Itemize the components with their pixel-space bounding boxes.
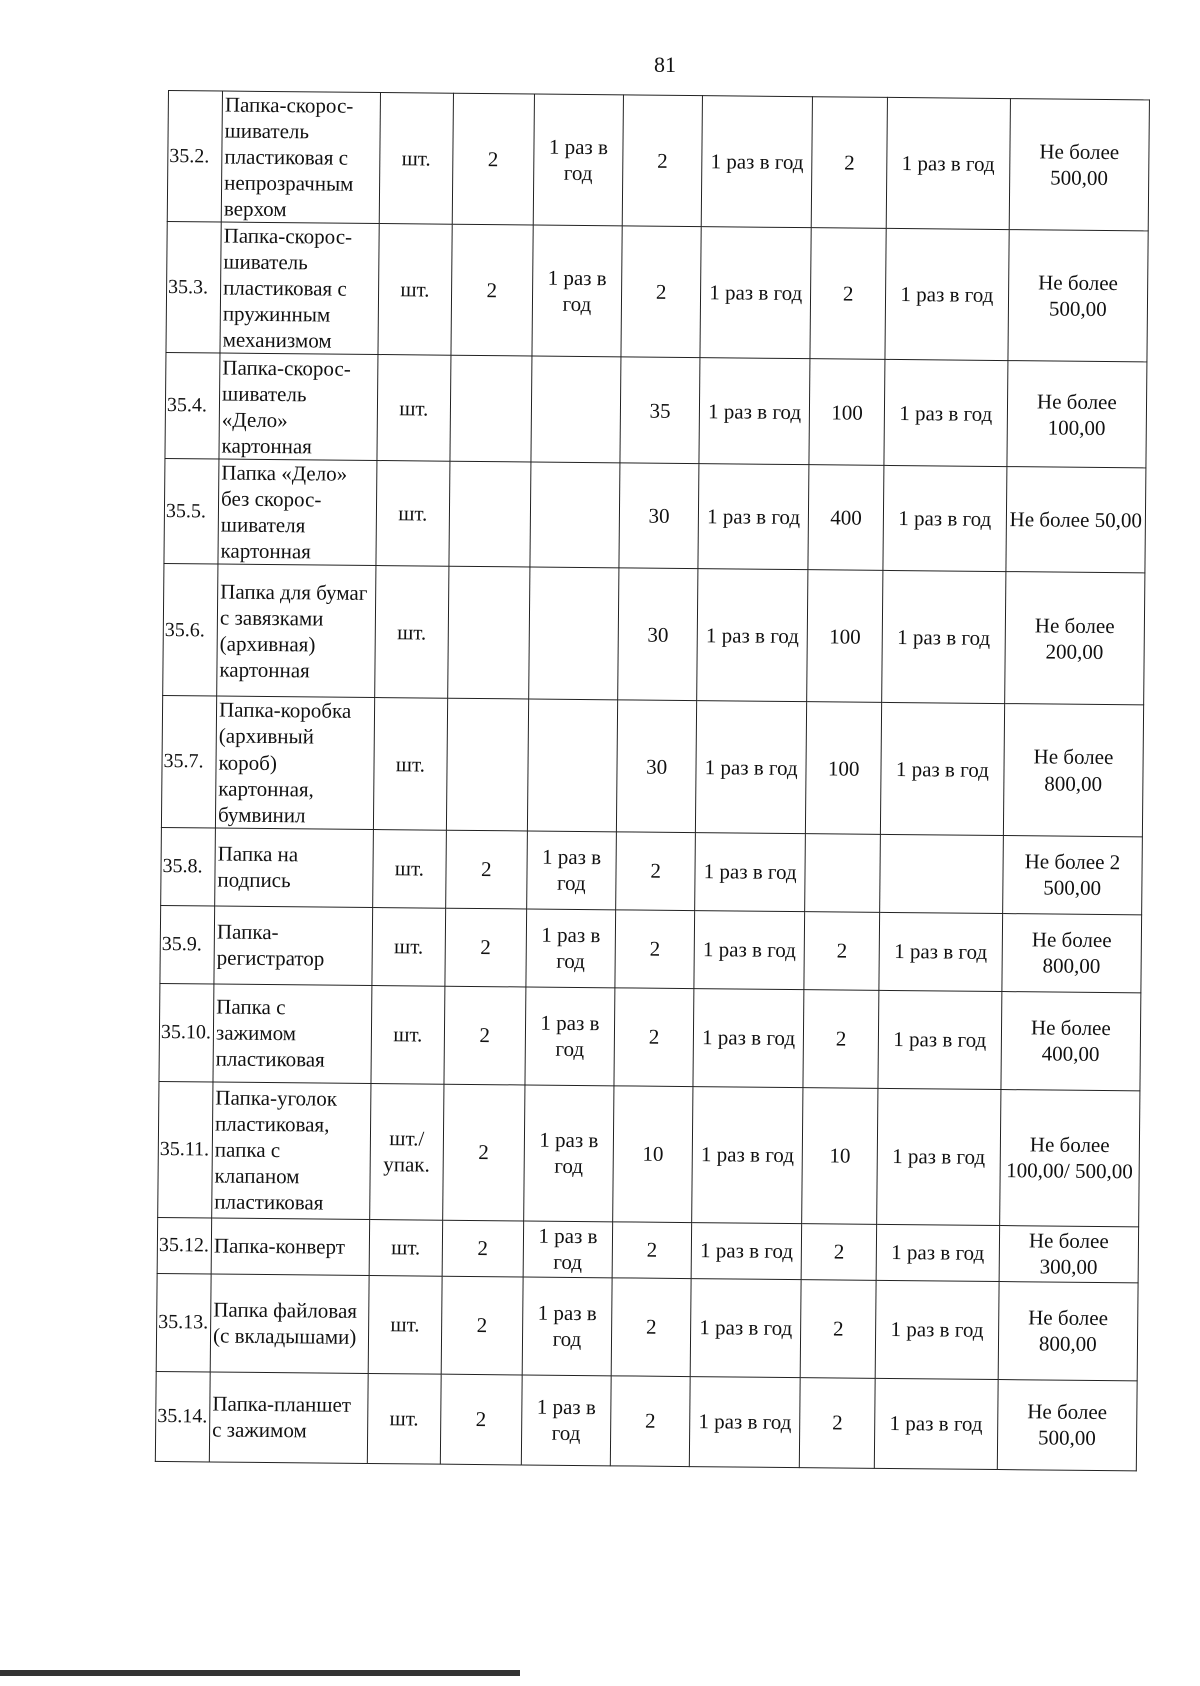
item-name: Папка-коробка (архивный короб) картонная, бумвинил xyxy=(215,696,374,829)
row-number: 35.14. xyxy=(155,1371,210,1462)
qty-cell: 2 xyxy=(616,831,696,910)
table-row xyxy=(164,459,1146,574)
table-row xyxy=(161,696,1143,837)
qty-cell: 30 xyxy=(618,568,698,701)
frequency-cell: 1 раз в год xyxy=(523,1221,613,1278)
qty-cell: 2 xyxy=(442,1220,524,1277)
price-cell: Не более 500,00 xyxy=(1008,230,1149,362)
qty-cell: 2 xyxy=(810,228,886,360)
qty-cell: 2 xyxy=(610,1375,690,1466)
price-cell: Не более 800,00 xyxy=(998,1281,1138,1380)
qty-cell: 2 xyxy=(811,97,887,229)
frequency-cell: 1 раз в год xyxy=(695,832,806,911)
row-number: 35.2. xyxy=(167,91,222,223)
table-row xyxy=(165,353,1147,468)
unit-cell: шт. xyxy=(379,93,453,225)
qty-cell xyxy=(450,356,532,463)
price-cell: Не более 800,00 xyxy=(1003,704,1144,836)
qty-cell: 10 xyxy=(802,1087,878,1224)
qty-cell: 100 xyxy=(806,702,882,834)
price-cell: Не более 50,00 xyxy=(1006,467,1146,573)
qty-cell: 2 xyxy=(804,911,880,990)
qty-cell xyxy=(449,462,531,568)
frequency-cell xyxy=(527,699,618,831)
frequency-cell: 1 раз в год xyxy=(874,1378,997,1469)
price-cell: Не более 100,00 xyxy=(1007,361,1147,468)
row-number: 35.10. xyxy=(159,983,214,1082)
page-number: 81 xyxy=(654,52,676,77)
frequency-cell: 1 раз в год xyxy=(692,1086,803,1223)
table-row xyxy=(167,91,1149,232)
qty-cell: 2 xyxy=(622,95,702,227)
frequency-cell: 1 раз в год xyxy=(882,571,1006,704)
item-name: Папка «Дело» без скорос-шивателя картонная xyxy=(218,459,377,566)
item-name: Папка-скорос-шиватель пластиковая с непрозрачным верхом xyxy=(221,91,380,224)
table-row xyxy=(163,564,1145,705)
table-row xyxy=(160,905,1142,992)
row-number: 35.13. xyxy=(156,1273,211,1372)
frequency-cell: 1 раз в год xyxy=(880,703,1004,835)
price-cell: Не более 2 500,00 xyxy=(1002,835,1142,914)
frequency-cell: 1 раз в год xyxy=(526,831,616,910)
table-row xyxy=(161,827,1143,914)
frequency-cell: 1 раз в год xyxy=(698,464,809,570)
qty-cell: 2 xyxy=(800,1279,876,1378)
frequency-cell: 1 раз в год xyxy=(525,987,615,1086)
row-number: 35.12. xyxy=(157,1217,212,1274)
item-name: Папка-уголок пластиковая, папка с клапаном пластиковая xyxy=(212,1082,371,1220)
price-cell: Не более 800,00 xyxy=(1002,913,1142,992)
qty-cell: 2 xyxy=(621,226,701,358)
row-number: 35.8. xyxy=(161,827,216,906)
qty-cell: 35 xyxy=(620,357,700,464)
frequency-cell: 1 раз в год xyxy=(691,1222,802,1279)
frequency-cell xyxy=(528,567,619,700)
qty-cell xyxy=(447,567,529,700)
frequency-cell xyxy=(530,462,620,568)
qty-cell: 30 xyxy=(617,700,697,832)
frequency-cell: 1 раз в год xyxy=(697,569,808,702)
unit-cell: шт. xyxy=(373,829,446,908)
row-number: 35.9. xyxy=(160,905,215,984)
qty-cell: 30 xyxy=(619,463,699,569)
frequency-cell: 1 раз в год xyxy=(533,94,624,226)
qty-cell: 2 xyxy=(445,908,527,987)
table-row xyxy=(166,222,1148,363)
unit-cell: шт. xyxy=(378,224,452,356)
qty-cell: 100 xyxy=(809,359,885,466)
qty-cell: 2 xyxy=(801,1223,876,1280)
unit-cell: шт./ упак. xyxy=(370,1083,444,1220)
price-cell: Не более 200,00 xyxy=(1004,572,1145,705)
table-row xyxy=(156,1273,1138,1380)
frequency-cell xyxy=(880,834,1003,913)
table-row xyxy=(155,1371,1137,1470)
row-number: 35.6. xyxy=(163,564,218,697)
qty-cell: 2 xyxy=(803,989,879,1088)
frequency-cell: 1 раз в год xyxy=(886,97,1010,229)
qty-cell: 2 xyxy=(442,1084,524,1221)
row-number: 35.7. xyxy=(161,696,216,828)
table-row xyxy=(159,983,1141,1090)
qty-cell: 2 xyxy=(440,1374,522,1465)
qty-cell: 10 xyxy=(613,1085,693,1222)
frequency-cell: 1 раз в год xyxy=(689,1376,800,1467)
frequency-cell: 1 раз в год xyxy=(523,1085,614,1222)
price-cell: Не более 500,00 xyxy=(997,1379,1137,1470)
unit-cell: шт. xyxy=(373,698,447,830)
qty-cell: 2 xyxy=(441,1276,523,1375)
frequency-cell: 1 раз в год xyxy=(878,990,1002,1089)
qty-cell: 2 xyxy=(615,909,695,988)
row-number: 35.4. xyxy=(165,353,220,460)
frequency-cell xyxy=(531,356,621,463)
frequency-cell: 1 раз в год xyxy=(701,96,812,228)
frequency-cell: 1 раз в год xyxy=(522,1277,612,1376)
table-row xyxy=(157,1217,1138,1282)
qty-cell: 2 xyxy=(614,987,694,1086)
qty-cell: 2 xyxy=(452,93,534,225)
unit-cell: шт. xyxy=(371,985,445,1084)
qty-cell: 2 xyxy=(800,1377,876,1468)
price-cell: Не более 100,00/ 500,00 xyxy=(999,1089,1140,1226)
item-name: Папка файловая (с вкладышами) xyxy=(210,1274,369,1374)
unit-cell: шт. xyxy=(369,1219,442,1276)
item-name: Папка с зажимом пластиковая xyxy=(213,984,372,1084)
qty-cell xyxy=(446,699,528,831)
price-cell: Не более 500,00 xyxy=(1009,99,1150,231)
price-cell: Не более 400,00 xyxy=(1001,991,1141,1090)
table-row xyxy=(158,1081,1140,1226)
qty-cell: 2 xyxy=(444,986,526,1085)
frequency-cell: 1 раз в год xyxy=(883,466,1007,572)
item-name: Папка-скорос-шиватель пластиковая с пружинным механизмом xyxy=(220,222,379,355)
frequency-cell: 1 раз в год xyxy=(877,1088,1001,1225)
qty-cell: 2 xyxy=(445,830,527,909)
frequency-cell: 1 раз в год xyxy=(884,360,1008,467)
item-name: Папка-скорос-шиватель «Дело» картонная xyxy=(219,353,378,461)
frequency-cell: 1 раз в год xyxy=(693,988,804,1087)
item-name: Папка на подпись xyxy=(215,828,374,908)
item-name: Папка для бумаг с завязками (архивная) картонная xyxy=(217,564,376,698)
frequency-cell: 1 раз в год xyxy=(690,1278,801,1377)
qty-cell: 2 xyxy=(612,1221,692,1278)
qty-cell: 2 xyxy=(611,1277,691,1376)
unit-cell: шт. xyxy=(372,907,445,986)
row-number: 35.3. xyxy=(166,222,221,354)
frequency-cell: 1 раз в год xyxy=(695,701,806,833)
item-name: Папка-регистратор xyxy=(214,906,373,986)
frequency-cell: 1 раз в год xyxy=(521,1375,611,1466)
frequency-cell: 1 раз в год xyxy=(526,909,616,988)
price-cell: Не более 300,00 xyxy=(999,1225,1139,1282)
qty-cell: 2 xyxy=(451,224,533,356)
row-number: 35.5. xyxy=(164,459,219,565)
qty-cell: 100 xyxy=(807,570,883,703)
frequency-cell: 1 раз в год xyxy=(699,358,810,465)
frequency-cell: 1 раз в год xyxy=(875,1280,999,1379)
frequency-cell: 1 раз в год xyxy=(885,229,1009,361)
item-name: Папка-конверт xyxy=(211,1218,369,1276)
frequency-cell: 1 раз в год xyxy=(700,227,811,359)
unit-cell: шт. xyxy=(375,566,449,699)
frequency-cell: 1 раз в год xyxy=(532,225,623,357)
item-name: Папка-планшет с зажимом xyxy=(209,1372,368,1464)
unit-cell: шт. xyxy=(368,1275,442,1374)
unit-cell: шт. xyxy=(377,355,451,462)
qty-cell: 400 xyxy=(808,465,884,571)
frequency-cell: 1 раз в год xyxy=(694,910,805,989)
scan-edge-rule xyxy=(0,1670,520,1676)
unit-cell: шт. xyxy=(367,1373,441,1464)
frequency-cell: 1 раз в год xyxy=(876,1224,999,1281)
supplies-table xyxy=(155,90,1150,1471)
table-body xyxy=(155,91,1149,1471)
row-number: 35.11. xyxy=(158,1081,213,1218)
unit-cell: шт. xyxy=(376,461,450,567)
qty-cell xyxy=(805,833,881,912)
frequency-cell: 1 раз в год xyxy=(879,912,1002,991)
